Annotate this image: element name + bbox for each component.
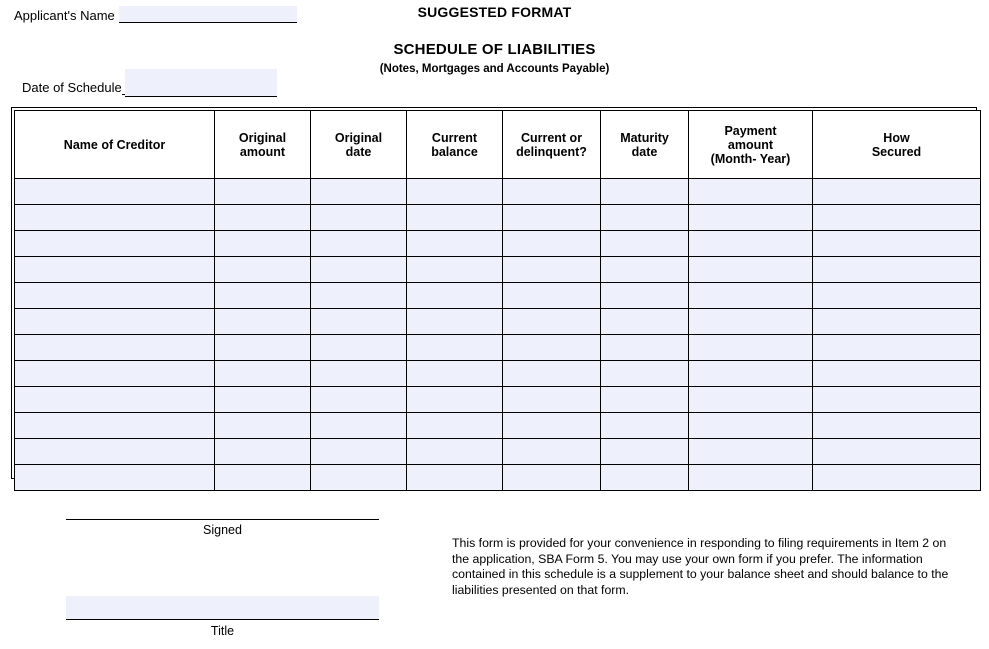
table-cell[interactable] <box>503 283 601 309</box>
header-line: balance <box>431 144 478 159</box>
table-cell[interactable] <box>15 439 215 465</box>
table-cell[interactable] <box>311 231 407 257</box>
table-cell[interactable] <box>215 283 311 309</box>
table-cell[interactable] <box>215 309 311 335</box>
table-cell[interactable] <box>215 387 311 413</box>
header-line: Current or <box>520 130 583 145</box>
table-cell[interactable] <box>503 439 601 465</box>
date-of-schedule-label: Date of Schedule <box>22 80 122 95</box>
table-cell[interactable] <box>15 413 215 439</box>
table-cell[interactable] <box>503 413 601 439</box>
header-line: Secured <box>871 144 922 159</box>
table-cell[interactable] <box>689 465 813 491</box>
table-cell[interactable] <box>407 465 503 491</box>
table-cell[interactable] <box>407 179 503 205</box>
table-cell[interactable] <box>215 205 311 231</box>
column-header-current-or-delinquent <box>503 111 601 179</box>
column-header-original-amount <box>215 111 311 179</box>
table-row <box>15 361 981 387</box>
applicant-name-row <box>14 6 297 23</box>
header-line: Current <box>431 130 478 145</box>
table-cell[interactable] <box>601 205 689 231</box>
table-row <box>15 179 981 205</box>
table-cell[interactable] <box>215 257 311 283</box>
table-row <box>15 387 981 413</box>
suggested-format-heading: SUGGESTED FORMAT <box>417 4 572 20</box>
signed-label: Signed <box>203 523 242 537</box>
table-cell[interactable] <box>15 257 215 283</box>
table-cell[interactable] <box>311 465 407 491</box>
date-of-schedule-row <box>22 80 277 95</box>
table-cell[interactable] <box>813 205 981 231</box>
column-header-current-balance <box>407 111 503 179</box>
title-input[interactable] <box>66 596 379 620</box>
table-header-row <box>15 111 981 179</box>
table-cell[interactable] <box>407 231 503 257</box>
table-cell[interactable] <box>407 283 503 309</box>
table-cell[interactable] <box>689 205 813 231</box>
schedule-subtitle: (Notes, Mortgages and Accounts Payable) <box>379 63 610 75</box>
table-cell[interactable] <box>601 335 689 361</box>
table-cell[interactable] <box>689 283 813 309</box>
table-cell[interactable] <box>311 335 407 361</box>
table-cell[interactable] <box>215 413 311 439</box>
table-cell[interactable] <box>813 387 981 413</box>
table-cell[interactable] <box>813 231 981 257</box>
table-cell[interactable] <box>215 361 311 387</box>
column-header-how-secured <box>813 111 981 179</box>
table-cell[interactable] <box>407 257 503 283</box>
table-cell[interactable] <box>503 465 601 491</box>
table-cell[interactable] <box>813 439 981 465</box>
table-cell[interactable] <box>813 309 981 335</box>
table-cell[interactable] <box>689 231 813 257</box>
table-cell[interactable] <box>601 283 689 309</box>
table-cell[interactable] <box>407 413 503 439</box>
header-line: Original <box>334 130 383 145</box>
header-line: delinquent? <box>516 144 587 159</box>
table-cell[interactable] <box>503 361 601 387</box>
table-cell[interactable] <box>601 179 689 205</box>
table-cell[interactable] <box>689 335 813 361</box>
table-cell[interactable] <box>407 361 503 387</box>
table-row <box>15 439 981 465</box>
instruction-note: This form is provided for your convenience in responding to filing requirements in Item 2 on the application, SBA Form 5. You may use your own form if you prefer. The information contained in this schedule is a supplement to your balance sheet and should balance to the liabilities presented on that form. <box>452 536 949 597</box>
table-row <box>15 231 981 257</box>
column-header-name-of-creditor <box>15 111 215 179</box>
table-cell[interactable] <box>215 179 311 205</box>
table-cell[interactable] <box>813 413 981 439</box>
table-cell[interactable] <box>601 257 689 283</box>
table-cell[interactable] <box>311 361 407 387</box>
table-row <box>15 465 981 491</box>
table-row <box>15 283 981 309</box>
date-of-schedule-input[interactable] <box>125 69 277 97</box>
table-cell[interactable] <box>15 361 215 387</box>
table-cell[interactable] <box>601 361 689 387</box>
title-label: Title <box>210 624 235 638</box>
table-cell[interactable] <box>813 179 981 205</box>
header-line: amount <box>727 137 774 152</box>
header-line: How <box>883 130 910 145</box>
column-header-maturity-date <box>601 111 689 179</box>
table-cell[interactable] <box>689 387 813 413</box>
table-cell[interactable] <box>215 439 311 465</box>
table-cell[interactable] <box>503 179 601 205</box>
table-cell[interactable] <box>407 387 503 413</box>
table-cell[interactable] <box>503 231 601 257</box>
table-row <box>15 413 981 439</box>
table-cell[interactable] <box>311 257 407 283</box>
table-cell[interactable] <box>311 387 407 413</box>
table-cell[interactable] <box>311 413 407 439</box>
table-row <box>15 205 981 231</box>
table-cell[interactable] <box>15 309 215 335</box>
table-cell[interactable] <box>407 205 503 231</box>
table-cell[interactable] <box>407 335 503 361</box>
table-cell[interactable] <box>311 179 407 205</box>
table-cell[interactable] <box>601 465 689 491</box>
table-cell[interactable] <box>311 439 407 465</box>
table-cell[interactable] <box>311 283 407 309</box>
header-line: Original <box>238 130 287 145</box>
table-cell[interactable] <box>689 309 813 335</box>
table-cell[interactable] <box>311 205 407 231</box>
table-cell[interactable] <box>311 309 407 335</box>
table-cell[interactable] <box>15 387 215 413</box>
table-cell[interactable] <box>503 387 601 413</box>
table-header <box>15 111 981 179</box>
header-line: date <box>631 144 658 159</box>
header-line: date <box>345 144 372 159</box>
table-cell[interactable] <box>689 257 813 283</box>
table-cell[interactable] <box>813 361 981 387</box>
header-line: Maturity <box>620 130 669 145</box>
liabilities-table <box>14 110 981 491</box>
table-cell[interactable] <box>813 335 981 361</box>
header-line: (Month- Year) <box>710 151 791 166</box>
table-cell[interactable] <box>215 465 311 491</box>
table-cell[interactable] <box>215 335 311 361</box>
table-cell[interactable] <box>15 465 215 491</box>
table-cell[interactable] <box>689 439 813 465</box>
header-line: amount <box>239 144 286 159</box>
table-cell[interactable] <box>689 361 813 387</box>
table-body <box>15 179 981 491</box>
table-cell[interactable] <box>15 231 215 257</box>
header-line: Payment <box>724 123 777 138</box>
table-cell[interactable] <box>601 231 689 257</box>
applicant-name-input[interactable] <box>119 6 297 23</box>
table-cell[interactable] <box>601 309 689 335</box>
table-row <box>15 335 981 361</box>
table-cell[interactable] <box>15 335 215 361</box>
table-cell[interactable] <box>407 309 503 335</box>
table-cell[interactable] <box>407 439 503 465</box>
table-cell[interactable] <box>503 257 601 283</box>
table-cell[interactable] <box>601 439 689 465</box>
table-row <box>15 257 981 283</box>
table-cell[interactable] <box>15 283 215 309</box>
table-cell[interactable] <box>15 179 215 205</box>
table-cell[interactable] <box>813 465 981 491</box>
table-cell[interactable] <box>503 205 601 231</box>
header-line: Name of Creditor <box>63 137 166 152</box>
table-cell[interactable] <box>601 413 689 439</box>
applicant-name-label: Applicant's Name <box>14 8 115 23</box>
table-cell[interactable] <box>215 231 311 257</box>
column-header-payment-amount <box>689 111 813 179</box>
table-cell[interactable] <box>503 335 601 361</box>
table-cell[interactable] <box>813 257 981 283</box>
table-row <box>15 309 981 335</box>
signed-line <box>66 519 379 520</box>
schedule-title-heading: SCHEDULE OF LIABILITIES <box>393 41 596 58</box>
table-cell[interactable] <box>813 283 981 309</box>
table-cell[interactable] <box>601 387 689 413</box>
table-cell[interactable] <box>689 413 813 439</box>
table-cell[interactable] <box>503 309 601 335</box>
table-cell[interactable] <box>15 205 215 231</box>
table-cell[interactable] <box>689 179 813 205</box>
column-header-original-date <box>311 111 407 179</box>
